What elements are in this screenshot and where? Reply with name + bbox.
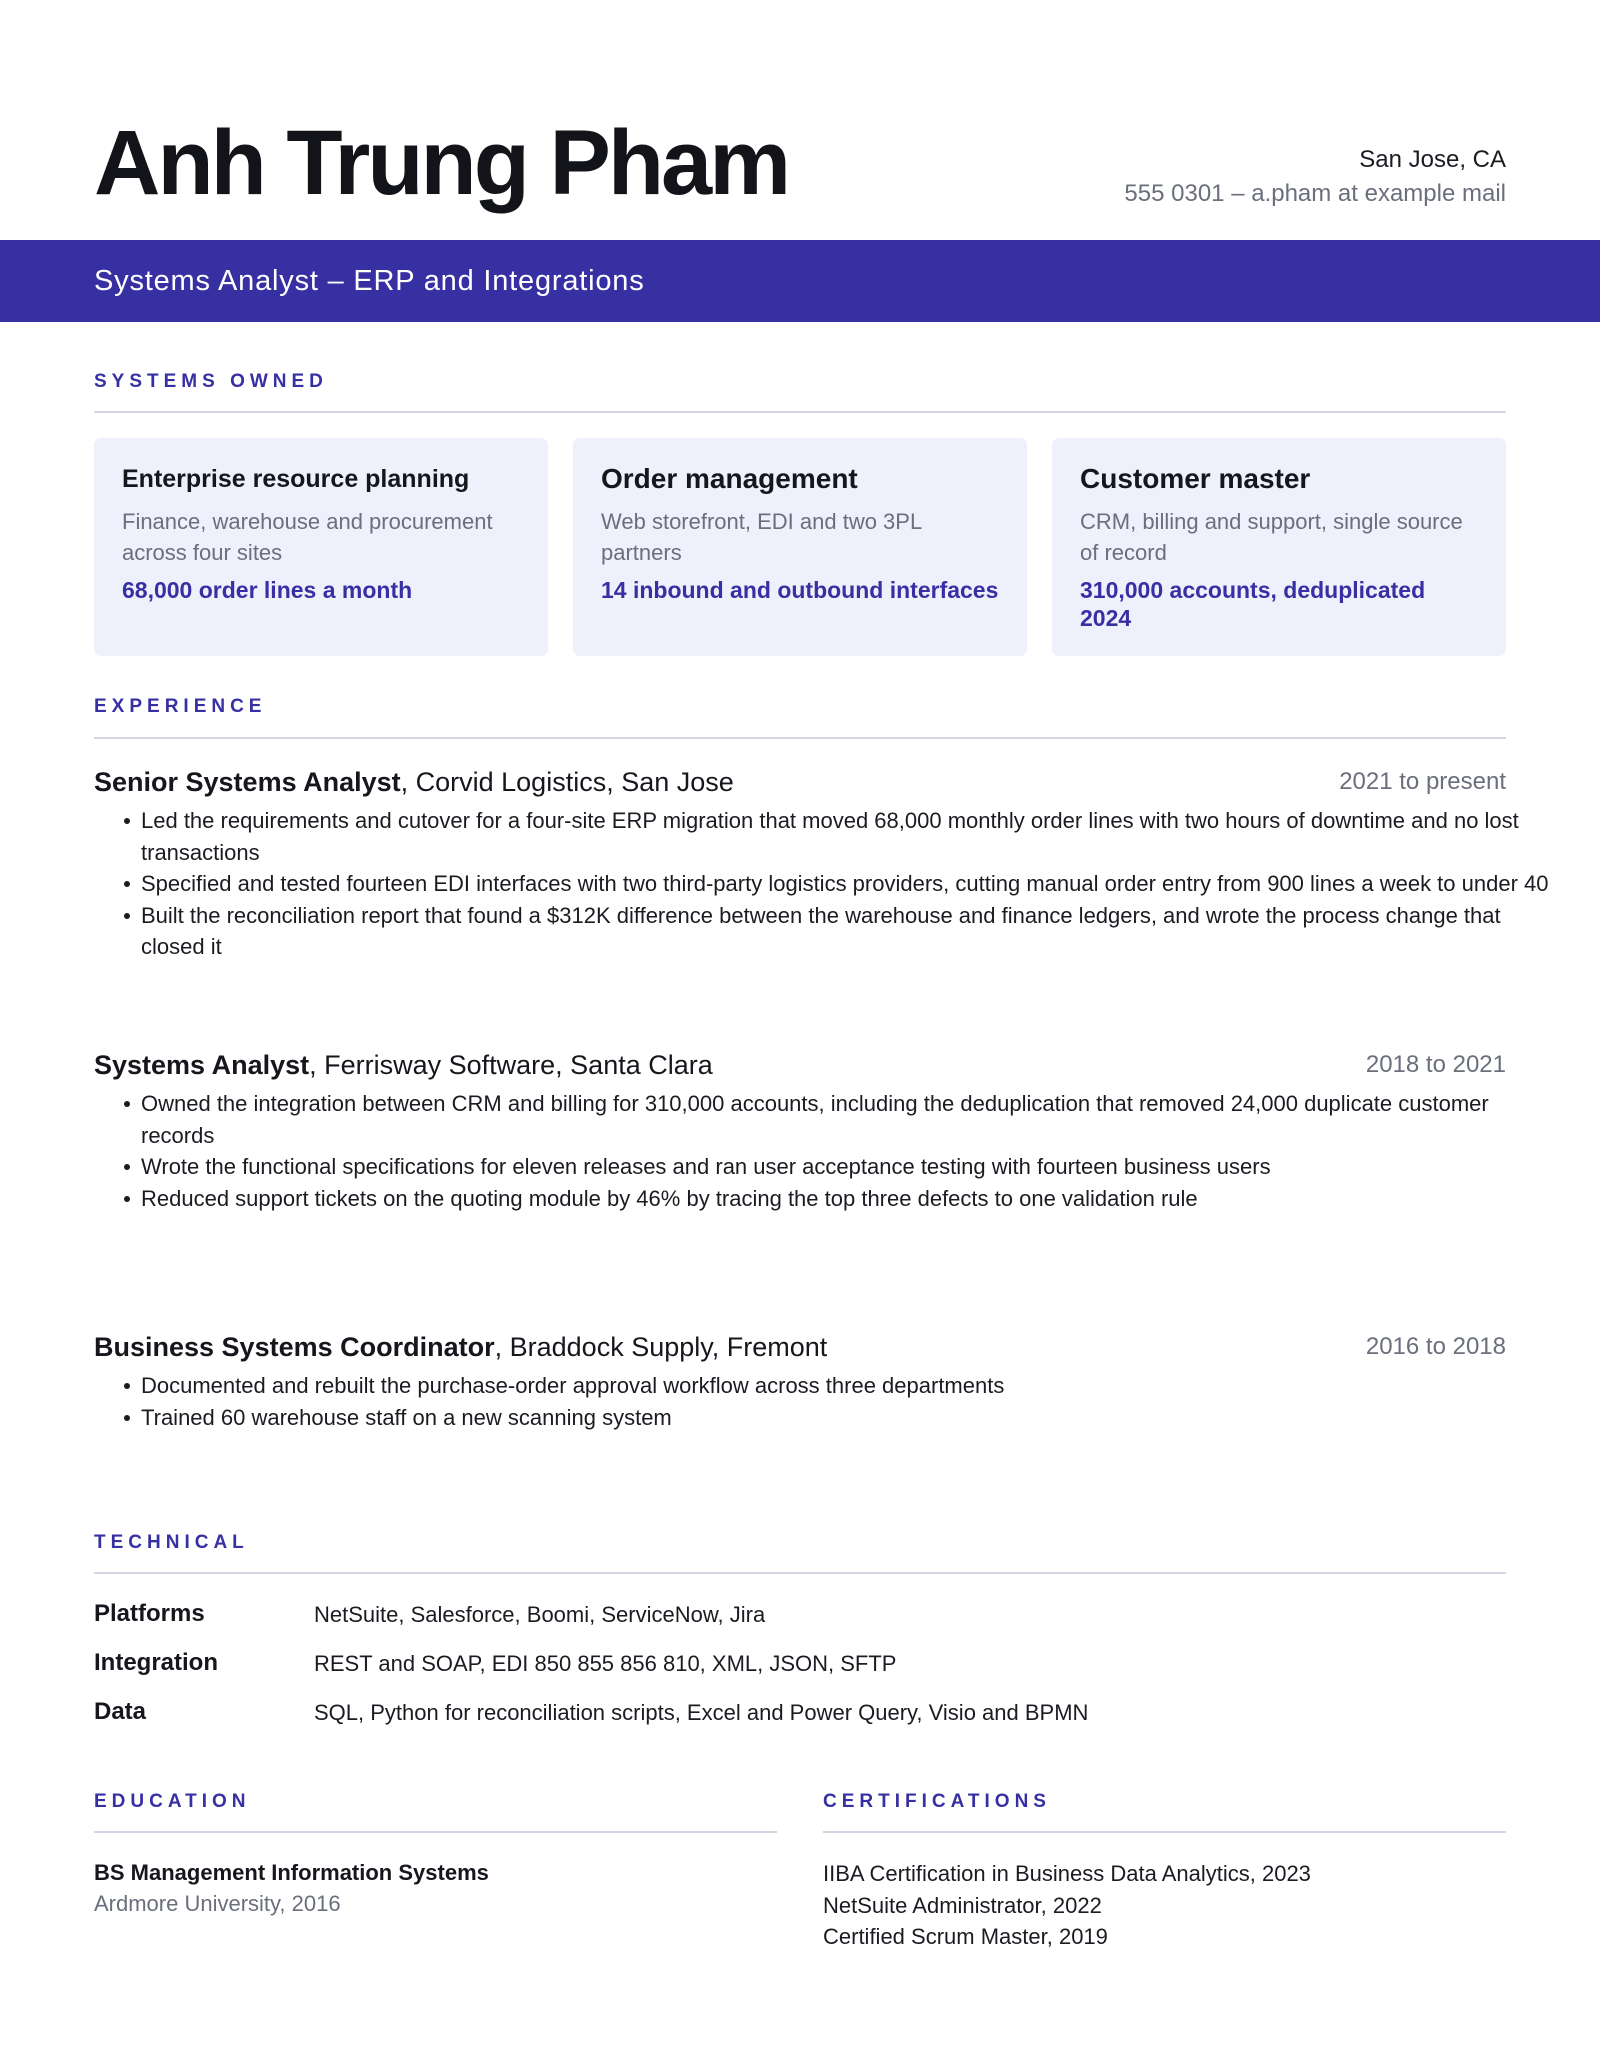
job-bullet: Reduced support tickets on the quoting module by 46% by tracing the top three defects to one validation rule [94,1183,1554,1215]
job-header [94,1045,1506,1085]
technical-value: REST and SOAP, EDI 850 855 856 810, XML, JSON, SFTP [314,1651,897,1676]
job-header [94,762,1506,802]
job-bullet: Built the reconciliation report that found a $312K difference between the warehouse and finance ledgers, and wrote the process change that closed it [94,900,1554,963]
job-entry [94,762,1549,963]
technical-value: SQL, Python for reconciliation scripts, Excel and Power Query, Visio and BPMN [314,1700,1089,1725]
job-organization: , Corvid Logistics, San Jose [400,767,734,797]
section-divider [94,1572,1506,1574]
system-card-description: Finance, warehouse and procurement across four sites [122,509,493,565]
job-bullet: Led the requirements and cutover for a four-site ERP migration that moved 68,000 monthly order lines with two hours of downtime and no lost transactions [94,805,1554,868]
job-role: Systems Analyst [94,1050,310,1080]
system-card [94,438,548,656]
system-card-description: CRM, billing and support, single source of record [1080,509,1463,565]
education-school: Ardmore University, 2016 [94,1891,341,1916]
system-card-title: Enterprise resource planning [122,465,470,493]
job-role: Business Systems Coordinator [94,1332,495,1362]
job-bullets [94,805,1549,963]
job-dates: 2016 to 2018 [1365,1333,1506,1360]
system-card-title: Order management [601,463,858,494]
job-dates: 2018 to 2021 [1365,1051,1506,1078]
job-entry [94,1327,1506,1433]
technical-label: Integration [94,1649,218,1676]
candidate-name: Anh Trung Pham [94,112,788,214]
job-bullets [94,1370,1506,1433]
job-organization: , Ferrisway Software, Santa Clara [309,1050,713,1080]
job-bullet: Documented and rebuilt the purchase-order approval workflow across three departments [94,1370,1554,1402]
section-divider [823,1831,1506,1833]
technical-row [94,1692,1506,1732]
job-bullet: Specified and tested fourteen EDI interfaces with two third-party logistics providers, cutting manual order entry from 900 lines a week to under 40 [94,868,1554,900]
headline: Systems Analyst – ERP and Integrations [94,265,645,297]
job-entry [94,1045,1506,1214]
certification-item: NetSuite Administrator, 2022 [823,1892,1102,1918]
technical-row [94,1594,1506,1634]
section-heading-systems: SYSTEMS OWNED [94,371,328,392]
section-heading-education: EDUCATION [94,1791,251,1812]
job-organization: , Braddock Supply, Fremont [494,1332,828,1362]
section-heading-technical: TECHNICAL [94,1532,249,1553]
job-bullet: Owned the integration between CRM and billing for 310,000 accounts, including the deduplication that removed 24,000 duplicate customer records [94,1088,1554,1151]
system-card-metric: 68,000 order lines a month [122,577,413,603]
section-divider [94,737,1506,739]
location: San Jose, CA [1359,146,1506,173]
system-card [573,438,1027,656]
resume-header [94,108,1506,218]
section-heading-certifications: CERTIFICATIONS [823,1791,1051,1812]
technical-label: Platforms [94,1600,205,1627]
headline-banner [0,240,1600,322]
certification-list [823,1858,1311,1953]
system-card-metric: 14 inbound and outbound interfaces [601,577,999,603]
technical-value: NetSuite, Salesforce, Boomi, ServiceNow, Jira [314,1602,766,1627]
job-header [94,1327,1506,1367]
job-bullet: Wrote the functional specifications for eleven releases and ran user acceptance testing with fourteen business users [94,1151,1554,1183]
job-bullets [94,1088,1506,1214]
section-divider [94,1831,777,1833]
section-heading-experience: EXPERIENCE [94,696,267,717]
job-role: Senior Systems Analyst [94,767,401,797]
system-card [1052,438,1506,656]
system-card-title: Customer master [1080,463,1311,494]
job-bullet: Trained 60 warehouse staff on a new scanning system [94,1402,1554,1434]
system-card-metric: 310,000 accounts, deduplicated 2024 [1080,577,1426,631]
system-card-description: Web storefront, EDI and two 3PL partners [601,509,922,565]
contact-block [1124,144,1506,212]
job-dates: 2021 to present [1339,768,1506,795]
section-divider [94,411,1506,413]
certification-item: IIBA Certification in Business Data Analytics, 2023 [823,1861,1311,1886]
technical-label: Data [94,1698,147,1725]
contact-line: 555 0301 – a.pham at example mail [1124,180,1506,207]
education-degree: BS Management Information Systems [94,1860,489,1885]
certification-item: Certified Scrum Master, 2019 [823,1924,1108,1949]
technical-row [94,1643,1506,1683]
